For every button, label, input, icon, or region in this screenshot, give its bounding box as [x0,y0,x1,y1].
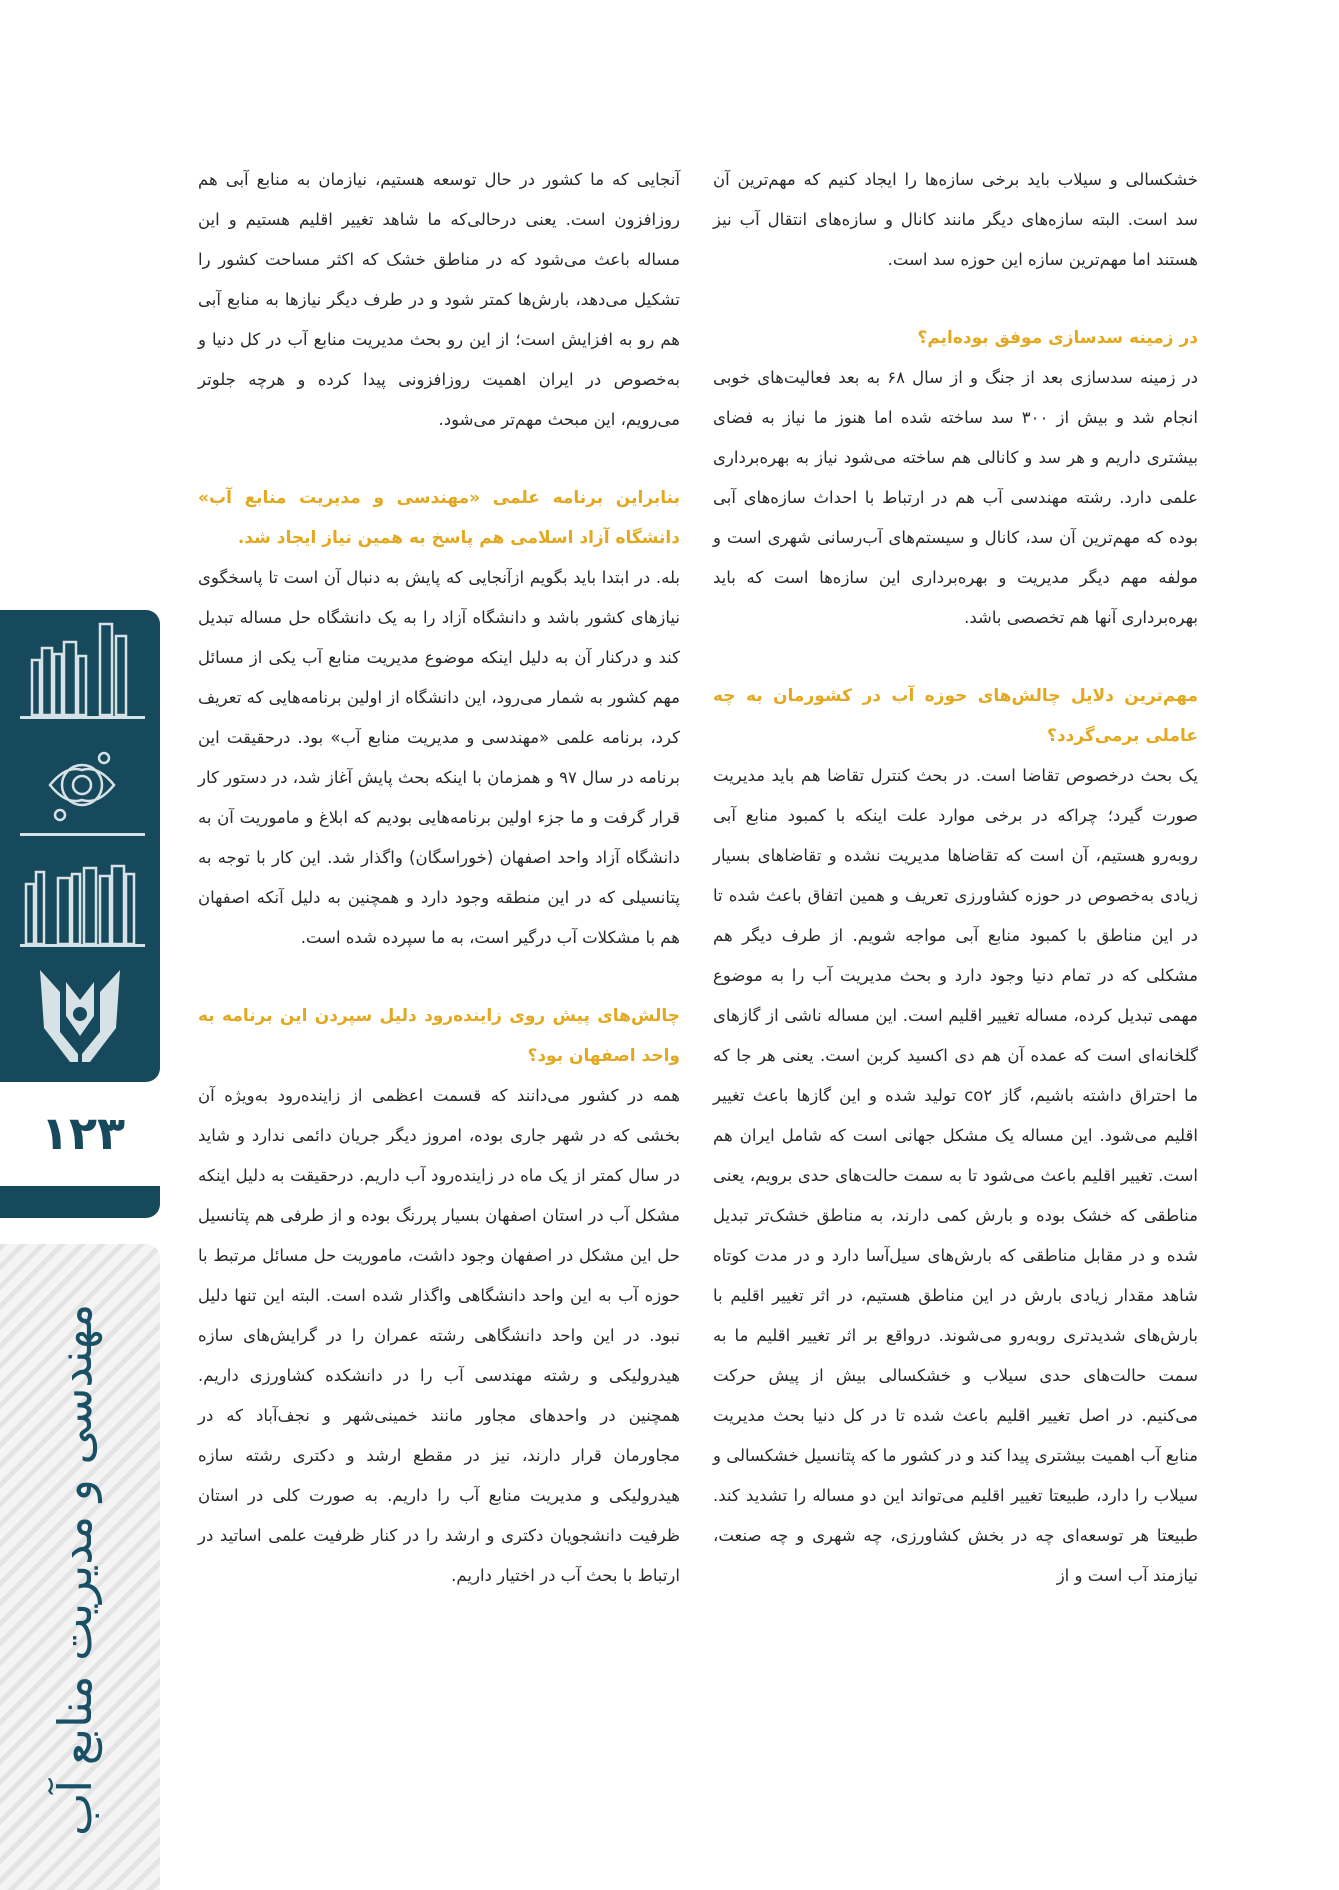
ornament-icon [20,740,145,840]
left-column [198,160,680,1596]
right-column [713,160,1198,1596]
question-heading: مهم‌ترین دلایل چالش‌های حوزه آب در کشورمان به چه عاملی برمی‌گردد؟ [713,686,1198,746]
question-heading: در زمینه سدسازی موفق بوده‌ایم؟ [917,328,1198,348]
paragraph: آنجایی که ما کشور در حال توسعه هستیم، نیازمان به منابع آبی هم روزافزون است. یعنی درحالی‌که ما شاهد تغییر اقلیم هستیم و این مساله باعث می‌شود که در مناطق خشک که اکثر مساحت کشور را تشکیل می‌دهد، بارش‌ها کمتر شود و در طرف دیگر نیازها به منابع آبی هم رو به افزایش است؛ از این رو بحث مدیریت منابع آب در کل دنیا و به‌خصوص در ایران اهمیت روزافزونی پیدا کرده و هرچه جلوتر می‌رویم، این مبحث مهم‌تر می‌شود. [198,170,680,429]
section-title: مهندسی و مدیریت منابع آب [48,1303,102,1837]
books-icon [20,852,145,952]
paragraph: در زمینه سدسازی بعد از جنگ و از سال ۶۸ به بعد فعالیت‌های خوبی انجام شد و بیش از ۳۰۰ سد ساخته شده اما هنوز ما نیاز به فضای بیشتری داریم و هر سد و کانالی هم ساخته می‌شود نیاز به بهره‌برداری علمی دارد. رشته مهندسی آب هم در ارتباط با احداث سازه‌های آبی بوده که مهم‌ترین آن سد، کانال و سیستم‌های آب‌رسانی شهری است و مولفه مهم دیگر مدیریت و بهره‌برداری این سازه‌ها است که باید بهره‌برداری آنها هم تخصصی باشد. [713,368,1198,627]
books-icon [20,618,145,723]
side-bar [0,1186,160,1218]
paragraph: بله. در ابتدا باید بگویم ازآنجایی که پایش به دنبال آن است تا پاسخگوی نیازهای کشور باشد و دانشگاه آزاد را به یک دانشگاه حل مساله تبدیل کند و درکنار آن به دلیل اینکه موضوع مدیریت منابع آب یکی از مسائل مهم کشور به شمار می‌رود، این دانشگاه از اولین برنامه‌هایی که تعریف کرد، برنامه علمی «مهندسی و مدیریت منابع آب» بود. درحقیقت این برنامه در سال ۹۷ و همزمان با اینکه بحث پایش آغاز شد، در دستور کار قرار گرفت و ما جزء اولین برنامه‌هایی بودیم که ابلاغ و ماموریت آن به دانشگاه آزاد واحد اصفهان (خوراسگان) واگذار شد. این کار با توجه به پتانسیلی که در این منطقه وجود دارد و همچنین به دلیل آنکه اصفهان هم با مشکلات آب درگیر است، به ما سپرده شده است. [198,568,680,947]
page-number: ۱۲۳ [40,1106,126,1160]
question-heading: چالش‌های پیش روی زاینده‌رود دلیل سپردن این برنامه به واحد اصفهان بود؟ [198,1006,680,1066]
question-heading: بنابراین برنامه علمی «مهندسی و مدیریت منابع آب» دانشگاه آزاد اسلامی هم پاسخ به همین نیاز ایجاد شد. [198,488,680,548]
paragraph: خشکسالی و سیلاب باید برخی سازه‌ها را ایجاد کنیم که مهم‌ترین آن سد است. البته سازه‌های دیگر مانند کانال و سازه‌های انتقال آب نیز هستند اما مهم‌ترین سازه این حوزه سد است. [713,170,1198,269]
paragraph: همه در کشور می‌دانند که قسمت اعظمی از زاینده‌رود به‌ویژه آن بخشی که در شهر جاری بوده، امروز دیگر جریان دائمی ندارد و شاید در سال کمتر از یک ماه در زاینده‌رود آب داریم. درحقیقت به دلیل اینکه مشکل آب در استان اصفهان بسیار پررنگ بوده و از طرفی هم پتانسیل حل این مشکل در اصفهان وجود داشت، ماموریت حل مسائل مرتبط با حوزه آب به این واحد دانشگاهی واگذار شده است. البته این تنها دلیل نبود. در این واحد دانشگاهی رشته عمران را در گرایش‌های سازه هیدرولیکی و رشته مهندسی آب را در دانشکده کشاورزی داریم. همچنین در واحدهای مجاور مانند خمینی‌شهر و نجف‌آباد که در مجاورمان قرار دارند، نیز در مقطع ارشد و دکتری رشته سازه هیدرولیکی و مدیریت منابع آب را داریم. به صورت کلی در استان ظرفیت دانشجویان دکتری و ارشد را در کنار ظرفیت علمی اساتید در ارتباط با بحث آب در اختیار داریم. [198,1086,680,1585]
paragraph: یک بحث درخصوص تقاضا است. در بحث کنترل تقاضا هم باید مدیریت صورت گیرد؛ چراکه در برخی موارد علت اینکه با کمبود منابع آبی روبه‌رو هستیم، آن است که تقاضاها مدیریت نشده و تقاضاهای بسیار زیادی به‌خصوص در حوزه کشاورزی تعریف و همین اتفاق باعث شده تا در این مناطق با کمبود منابع آبی مواجه شویم. از طرف دیگر هم مشکلی که در تمام دنیا وجود دارد و بحث مدیریت آب را به موضوع مهمی تبدیل کرده، مساله تغییر اقلیم است. این مساله ناشی از گازهای گلخانه‌ای است که عمده آن هم دی اکسید کربن است. یعنی هر جا که ما احتراق داشته باشیم، گاز co۲ تولید شده و این گازها باعث تغییر اقلیم می‌شود. این مساله یک مشکل جهانی است که شامل ایران هم است. تغییر اقلیم باعث می‌شود تا به سمت حالت‌های حدی برویم، یعنی مناطقی که خشک بوده و بارش کمی دارند، به مناطق خشک‌تر تبدیل شده و در مقابل مناطقی که بارش‌های سیل‌آسا دارد و در مدت کوتاه شاهد مقدار زیادی بارش در این مناطق هستیم، در اثر تغییر اقلیم با بارش‌های شدیدتری روبه‌رو می‌شوند. درواقع بر اثر تغییر اقلیم ما به سمت حالت‌های حدی سیلاب و خشکسالی بیش از پیش حرکت می‌کنیم. در اصل تغییر اقلیم باعث شده تا در کل دنیا بحث مدیریت منابع آب اهمیت بیشتری پیدا کند و در کشور ما که پتانسیل خشکسالی و سیلاب را دارد، طبیعتا تغییر اقلیم می‌تواند این دو مساله را تشدید کند. طبیعتا هر توسعه‌ای چه در بخش کشاورزی، چه شهری و چه صنعت، نیازمند آب است و از [713,766,1198,1585]
university-logo-icon [30,962,130,1067]
side-band [0,610,160,1082]
